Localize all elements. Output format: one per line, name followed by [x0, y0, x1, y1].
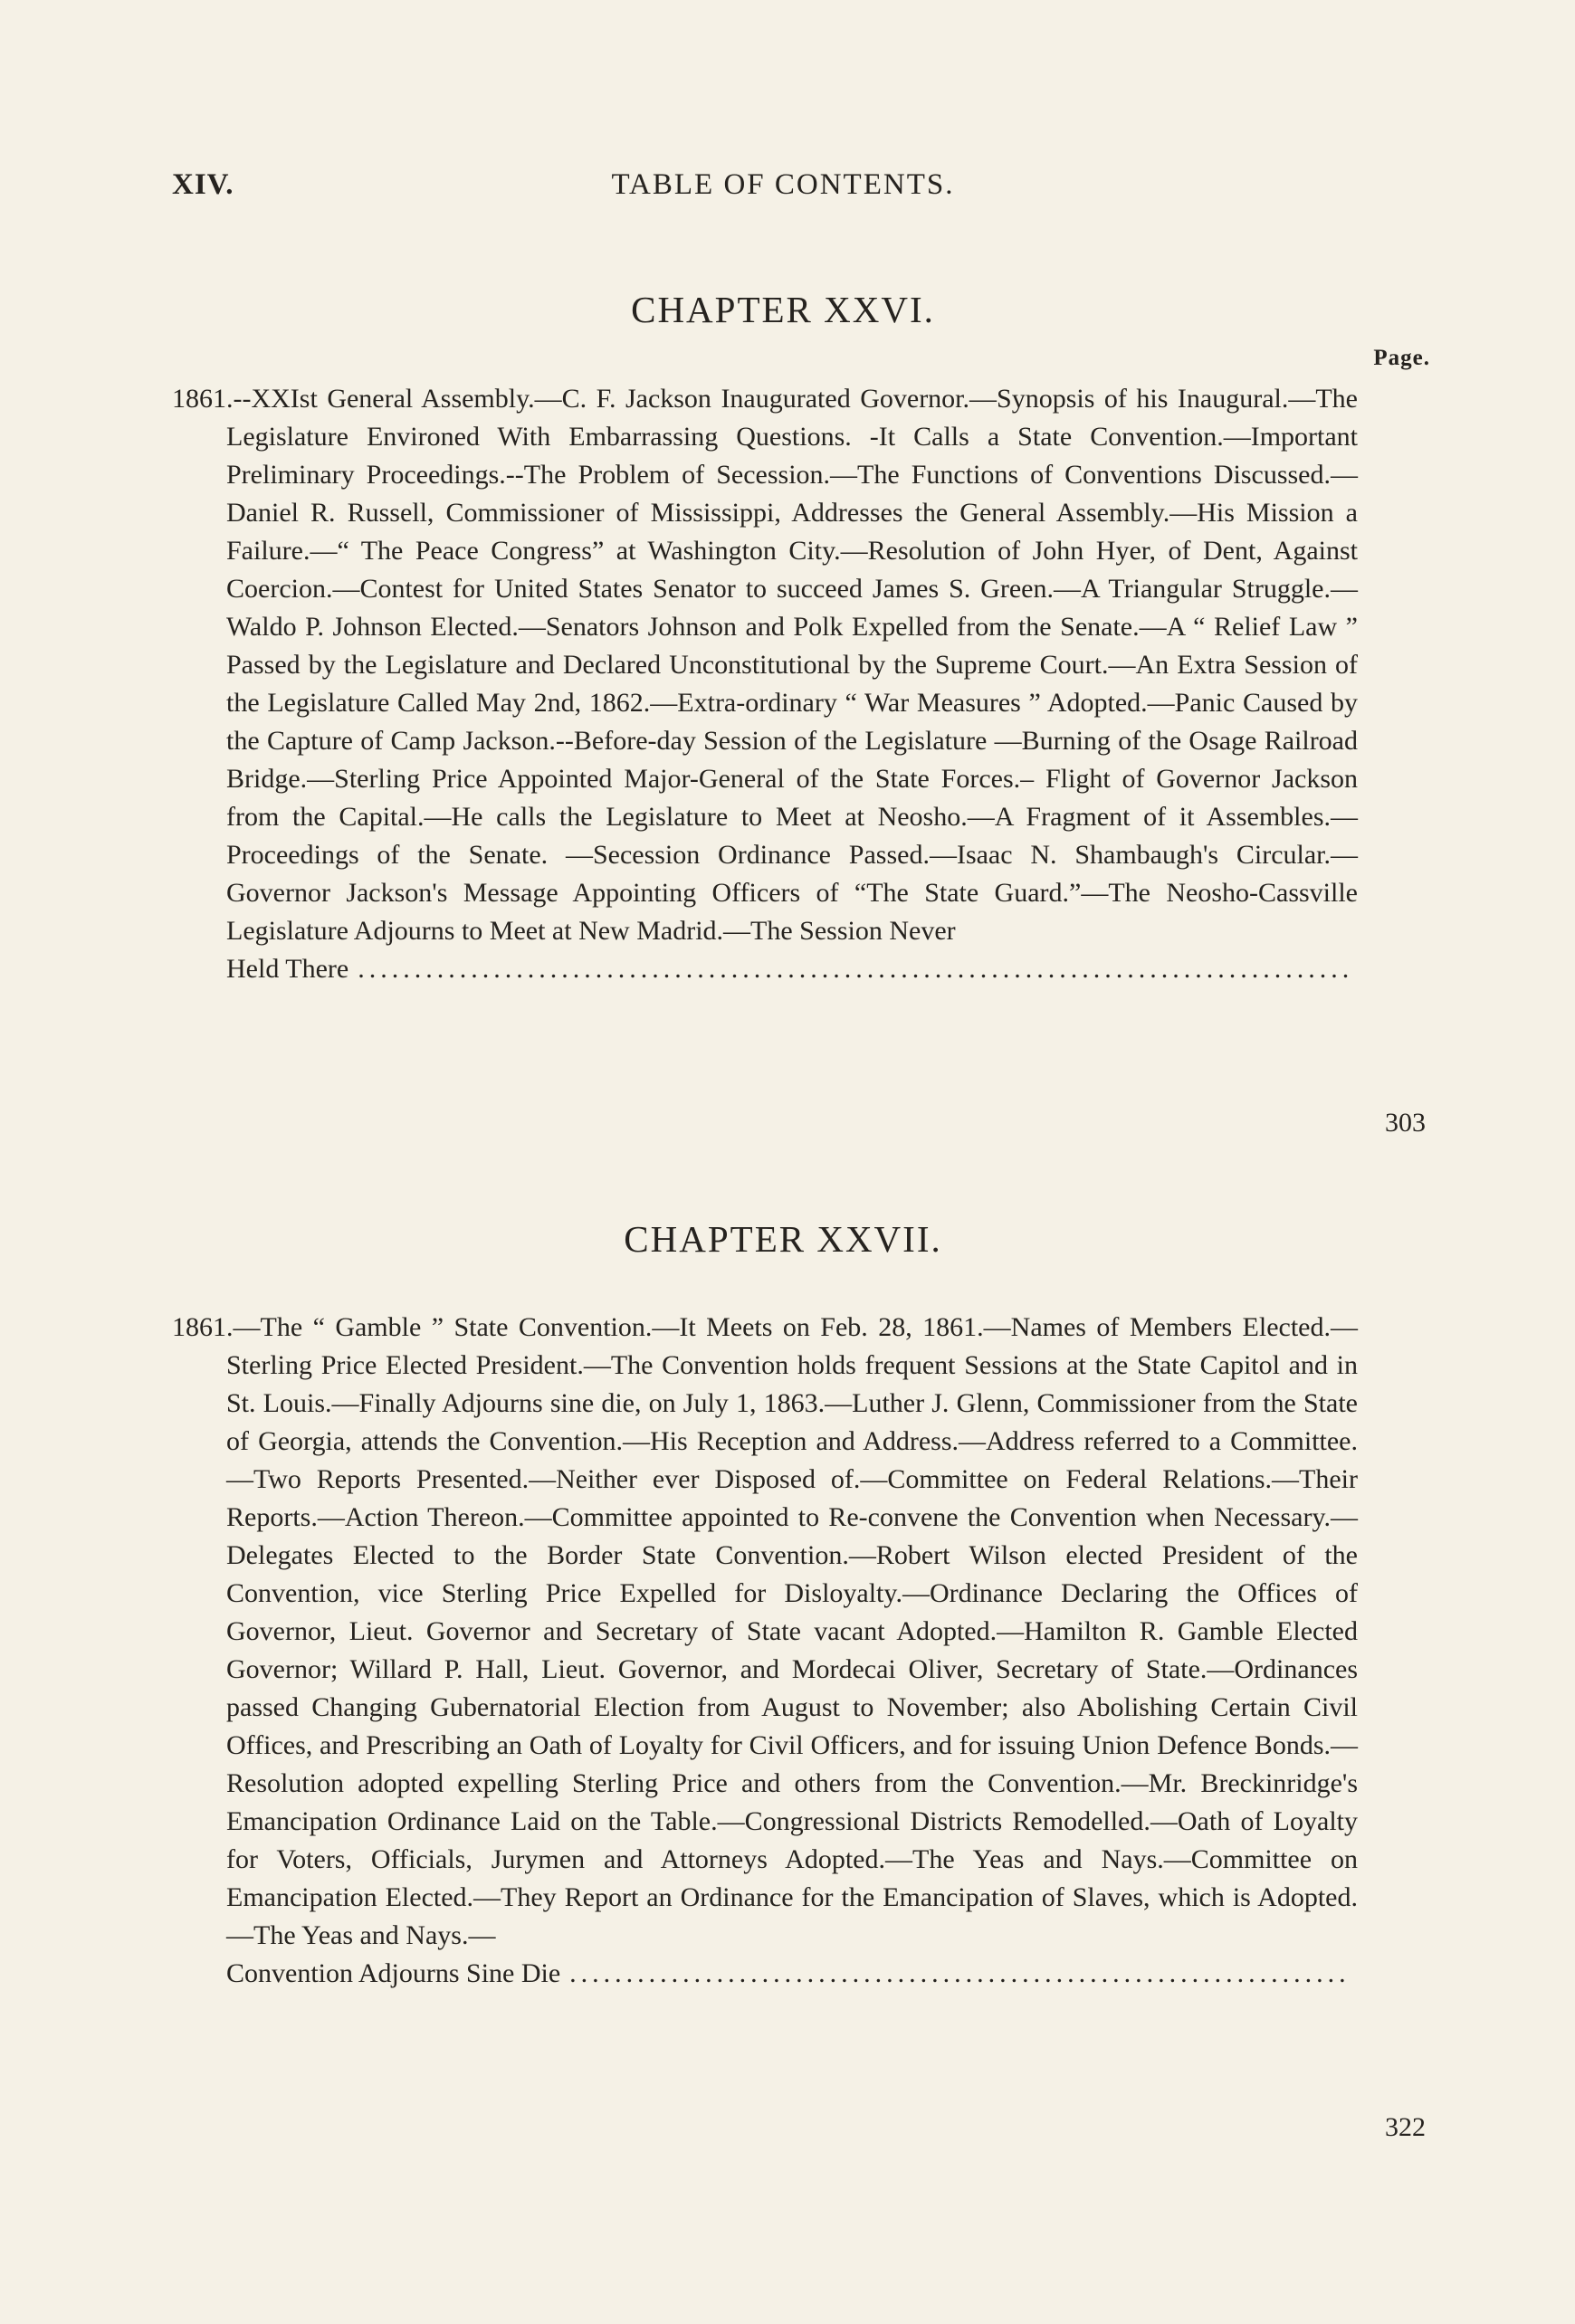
- chapter-xxvi-title: CHAPTER XXVI.: [631, 289, 935, 330]
- running-head-title: TABLE OF CONTENTS.: [611, 168, 955, 201]
- chapter-xxvi-leader-line: [172, 950, 1358, 988]
- running-head: [172, 168, 1394, 214]
- chapter-xxvii-leader-line: [172, 1955, 1358, 1993]
- chapter-xxvii-last-line: Convention Adjourns Sine Die: [226, 1958, 561, 1988]
- page-column-label: Page.: [1373, 346, 1430, 370]
- chapter-xxvi-last-line: Held There: [226, 954, 349, 984]
- chapter-xxvii-synopsis: 1861.—The “ Gamble ” State Convention.—It Meets on Feb. 28, 1861.—Names of Members Elected.—Sterling Price Elected President.—The Convention holds frequent Sessions at the State Capitol and in St. Louis.—Finally Adjourns sine die, on July 1, 1863.—Luther J. Glenn, Commissioner from the State of Georgia, attends the Convention.—His Reception and Address.—Address referred to a Committee.—Two Reports Presented.—Neither ever Disposed of.—Committee on Federal Relations.—Their Reports.—Action Thereon.—Committee appointed to Re-convene the Convention when Necessary.—Delegates Elected to the Border State Convention.—Robert Wilson elected President of the Convention, vice Sterling Price Expelled for Disloyalty.—Ordinance Declaring the Offices of Governor, Lieut. Governor and Secretary of State vacant Adopted.—Hamilton R. Gamble Elected Governor; Willard P. Hall, Lieut. Governor, and Mordecai Oliver, Secretary of State.—Ordinances passed Changing Gubernatorial Election from August to November; also Abolishing Certain Civil Offices, and Prescribing an Oath of Loyalty for Civil Officers, and for issuing Union Defence Bonds.—Resolution adopted expelling Sterling Price and others from the Convention.—Mr. Breckinridge's Emancipation Ordinance Laid on the Table.—Congressional Districts Remodelled.—Oath of Loyalty for Voters, Officials, Jurymen and Attorneys Adopted.—The Yeas and Nays.—Committee on Emancipation Elected.—They Report an Ordinance for the Emancipation of Slaves, which is Adopted.—The Yeas and Nays.—: [172, 1312, 1358, 1950]
- chapter-xxvi-entry: [172, 380, 1358, 988]
- dot-leader: [569, 1955, 1349, 1993]
- page-folio: XIV.: [172, 168, 234, 201]
- chapter-xxvii-entry: [172, 1309, 1358, 1993]
- chapter-xxvii-page-number: 322: [1385, 2112, 1426, 2142]
- chapter-xxvi-synopsis: 1861.--XXIst General Assembly.—C. F. Jackson Inaugurated Governor.—Synopsis of his Inaugural.—The Legislature Environed With Embarrassing Questions. -It Calls a State Convention.—Important Preliminary Proceedings.--The Problem of Secession.—The Functions of Conventions Discussed.—Daniel R. Russell, Commissioner of Mississippi, Addresses the General Assembly.—His Mission a Failure.—“ The Peace Congress” at Washington City.—Resolution of John Hyer, of Dent, Against Coercion.—Contest for United States Senator to succeed James S. Green.—A Triangular Struggle.—Waldo P. Johnson Elected.—Senators Johnson and Polk Expelled from the Senate.—A “ Relief Law ” Passed by the Legislature and Declared Unconstitutional by the Supreme Court.—An Extra Session of the Legislature Called May 2nd, 1862.—Extra-ordinary “ War Measures ” Adopted.—Panic Caused by the Capture of Camp Jackson.--Before-day Session of the Legislature —Burning of the Osage Railroad Bridge.—Sterling Price Appointed Major-General of the State Forces.– Flight of Governor Jackson from the Capital.—He calls the Legislature to Meet at Neosho.—A Fragment of it Assembles.—Proceedings of the Senate. —Secession Ordinance Passed.—Isaac N. Shambaugh's Circular.—Governor Jackson's Message Appointing Officers of “The State Guard.”—The Neosho-Cassville Legislature Adjourns to Meet at New Madrid.—The Session Never: [172, 384, 1358, 946]
- chapter-xxvi-page-number: 303: [1385, 1108, 1426, 1138]
- chapter-xxvii-title: CHAPTER XXVII.: [624, 1218, 942, 1260]
- dot-leader: [358, 950, 1349, 988]
